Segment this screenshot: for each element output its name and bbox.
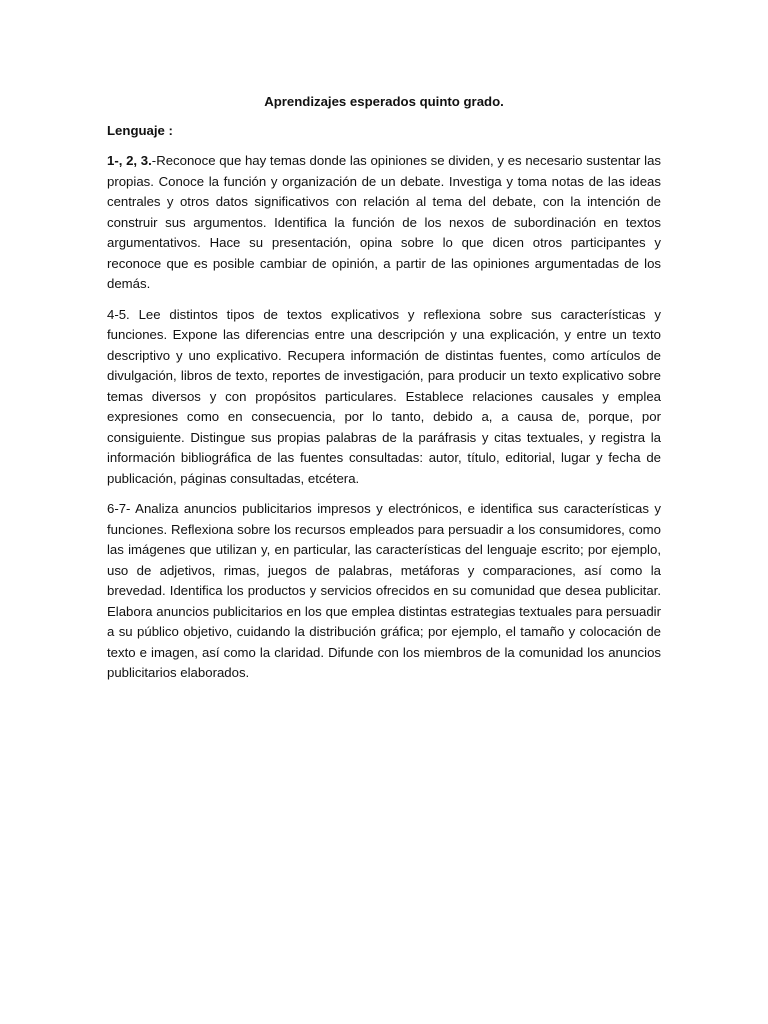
section-heading: Lenguaje : xyxy=(107,122,173,138)
paragraph-6-7 xyxy=(107,499,661,684)
paragraph-4-5 xyxy=(107,305,661,490)
paragraph-text: 6-7- Analiza anuncios publicitarios impresos y electrónicos, e identifica sus características y funciones. Reflexiona sobre los recursos empleados para persuadir a los consumidores, como las imágenes que utilizan y, en particular, las características del lenguaje escrito; por ejemplo, uso de adjetivos, rimas, juegos de palabras, metáforas y comparaciones, así como la brevedad. Identifica los productos y servicios ofrecidos en su comunidad que desea publicitar. Elabora anuncios publicitarios en los que emplea distintas estrategias textuales para persuadir a su público objetivo, cuidando la distribución gráfica; por ejemplo, el tamaño y colocación de texto e imagen, así como la claridad. Difunde con los miembros de la comunidad los anuncios publicitarios elaborados. xyxy=(107,501,661,680)
document-content xyxy=(107,90,661,694)
document-title: Aprendizajes esperados quinto grado. xyxy=(264,94,504,109)
paragraph-text: 4-5. Lee distintos tipos de textos explicativos y reflexiona sobre sus características y funciones. Expone las diferencias entre una descripción y una explicación, y entre un texto descriptivo y uno explicativo. Recupera información de distintas fuentes, como artículos de divulgación, libros de texto, reportes de investigación, para producir un texto explicativo sobre temas diversos y con propósitos particulares. Establece relaciones causales y emplea expresiones como en consecuencia, por lo tanto, debido a, a causa de, porque, por consiguiente. Distingue sus propias palabras de la paráfrasis y citas textuales, y registra la información bibliográfica de las fuentes consultadas: autor, título, editorial, lugar y fecha de publicación, páginas consultadas, etcétera. xyxy=(107,306,661,486)
paragraph-lead-number: 1-, 2, 3. xyxy=(107,153,152,168)
paragraph-1-2-3 xyxy=(107,151,661,295)
paragraph-text: -Reconoce que hay temas donde las opiniones se dividen, y es necesario sustentar las propias. Conoce la función y organización de un debate. Investiga y toma notas de las ideas centrales y otros datos significativos con relación al tema del debate, con la intención de construir sus argumentos. Identifica la función de los nexos de subordinación en textos argumentativos. Hace su presentación, opina sobre lo que dicen otros participantes y reconoce que es posible cambiar de opinión, a partir de las opiniones argumentadas de los demás. xyxy=(107,153,661,291)
